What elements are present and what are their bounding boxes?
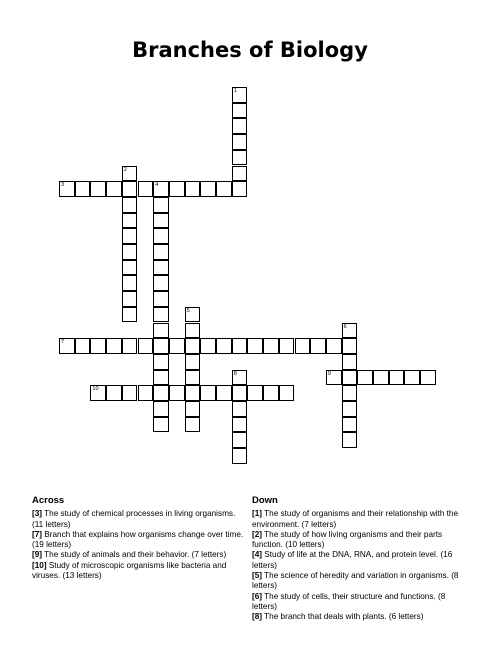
grid-cell[interactable]	[122, 166, 138, 182]
clue-number: 4	[155, 182, 159, 189]
grid-cell[interactable]	[138, 338, 154, 354]
grid-cell[interactable]	[138, 181, 154, 197]
grid-cell[interactable]	[138, 385, 154, 401]
clue-number: 1	[233, 88, 237, 94]
grid-cell[interactable]	[122, 197, 138, 213]
grid-cell[interactable]	[90, 338, 106, 354]
grid-cell[interactable]	[200, 338, 216, 354]
grid-cell[interactable]	[279, 385, 295, 401]
clue-number: 6	[343, 323, 347, 330]
grid-cell[interactable]	[404, 370, 420, 386]
grid-cell[interactable]	[75, 338, 91, 354]
grid-cell[interactable]	[59, 181, 75, 197]
grid-cell[interactable]	[153, 338, 169, 354]
clue-number: 3	[61, 182, 65, 189]
grid-cell[interactable]	[169, 385, 185, 401]
grid-cell[interactable]	[232, 87, 248, 103]
grid-cell[interactable]	[169, 338, 185, 354]
grid-cell[interactable]	[216, 181, 232, 197]
across-clues	[32, 496, 246, 581]
grid-cell[interactable]	[232, 401, 248, 417]
grid-cell[interactable]	[232, 448, 248, 464]
grid-cell[interactable]	[153, 213, 169, 229]
grid-cell[interactable]	[153, 244, 169, 260]
grid-cell[interactable]	[342, 370, 358, 386]
clue-across-9: [9] The study of animals and their behavior. (7 letters)	[32, 550, 227, 560]
grid-cell[interactable]	[232, 385, 248, 401]
grid-cell[interactable]	[122, 244, 138, 260]
across-heading: Across	[32, 495, 65, 506]
grid-cell[interactable]	[232, 417, 248, 433]
grid-cell[interactable]	[200, 181, 216, 197]
grid-cell[interactable]	[59, 338, 75, 354]
clue-number: 8	[233, 370, 237, 377]
grid-cell[interactable]	[153, 385, 169, 401]
grid-cell[interactable]	[153, 401, 169, 417]
clue-down-5: [5] The science of heredity and variation in organisms. (8 letters)	[252, 571, 459, 591]
grid-cell[interactable]	[185, 385, 201, 401]
grid-cell[interactable]	[185, 181, 201, 197]
clue-across-3: [3] The study of chemical processes in living organisms. (11 letters)	[32, 509, 236, 529]
grid-cell[interactable]	[90, 385, 106, 401]
clue-down-1: [1] The study of organisms and their relationship with the environment. (7 letters)	[252, 509, 459, 529]
grid-cell[interactable]	[153, 323, 169, 339]
grid-cell[interactable]	[185, 323, 201, 339]
clue-number: 2	[123, 166, 127, 173]
grid-cell[interactable]	[232, 118, 248, 134]
grid-cell[interactable]	[326, 370, 342, 386]
grid-cell[interactable]	[232, 338, 248, 354]
grid-cell[interactable]	[342, 354, 358, 370]
grid-cell[interactable]	[342, 323, 358, 339]
grid-cell[interactable]	[232, 150, 248, 166]
grid-cell[interactable]	[153, 354, 169, 370]
grid-cell[interactable]	[153, 228, 169, 244]
clue-down-8: [8] The branch that deals with plants. (6 letters)	[252, 612, 424, 622]
grid-cell[interactable]	[122, 338, 138, 354]
grid-cell[interactable]	[357, 370, 373, 386]
clue-down-4: [4] Study of life at the DNA, RNA, and protein level. (16 letters)	[252, 550, 453, 570]
grid-cell[interactable]	[232, 181, 248, 197]
grid-cell[interactable]	[122, 260, 138, 276]
grid-cell[interactable]	[169, 181, 185, 197]
grid-cell[interactable]	[122, 213, 138, 229]
grid-cell[interactable]	[106, 338, 122, 354]
grid-cell[interactable]	[263, 385, 279, 401]
grid-cell[interactable]	[232, 432, 248, 448]
clue-across-10: [10] Study of microscopic organisms like bacteria and viruses. (13 letters)	[32, 560, 227, 581]
clue-number: 10	[92, 386, 99, 393]
grid-cell[interactable]	[122, 275, 138, 291]
grid-cell[interactable]	[122, 291, 138, 307]
grid-cell[interactable]	[153, 417, 169, 433]
grid-cell[interactable]	[342, 385, 358, 401]
grid-cell[interactable]	[216, 385, 232, 401]
grid-cell[interactable]	[310, 338, 326, 354]
grid-cell[interactable]	[232, 166, 248, 182]
grid-cell[interactable]	[185, 354, 201, 370]
grid-cell[interactable]	[279, 338, 295, 354]
grid-cell[interactable]	[122, 181, 138, 197]
down-heading: Down	[252, 495, 278, 506]
grid-cell[interactable]	[295, 338, 311, 354]
grid-cell[interactable]	[373, 370, 389, 386]
grid-cell[interactable]	[90, 181, 106, 197]
clue-number: 7	[61, 339, 65, 346]
grid-cell[interactable]	[153, 197, 169, 213]
grid-cell[interactable]	[153, 275, 169, 291]
grid-cell[interactable]	[200, 385, 216, 401]
puzzle-title: Branches of Biology	[132, 38, 368, 62]
grid-cell[interactable]	[342, 401, 358, 417]
grid-cell[interactable]	[420, 370, 436, 386]
grid-cell[interactable]	[389, 370, 405, 386]
grid-cell[interactable]	[185, 401, 201, 417]
grid-cell[interactable]	[75, 181, 91, 197]
grid-cell[interactable]	[106, 385, 122, 401]
clue-down-2: [2] The study of how living organisms and their parts function. (10 letters)	[252, 529, 443, 550]
grid-cell[interactable]	[185, 307, 201, 323]
grid-cell[interactable]	[153, 291, 169, 307]
grid-cell[interactable]	[247, 338, 263, 354]
grid-cell[interactable]	[232, 134, 248, 150]
grid-cell[interactable]	[247, 385, 263, 401]
clue-number: 9	[327, 370, 331, 377]
grid-cell[interactable]	[122, 307, 138, 323]
grid-cell[interactable]	[263, 338, 279, 354]
grid-cell[interactable]	[153, 307, 169, 323]
grid-cell[interactable]	[232, 103, 248, 119]
clue-number: 5	[186, 307, 190, 314]
grid-cell[interactable]	[342, 338, 358, 354]
grid-cell[interactable]	[122, 228, 138, 244]
grid-cell[interactable]	[185, 417, 201, 433]
grid-cell[interactable]	[153, 370, 169, 386]
clue-across-7: [7] Branch that explains how organisms change over time. (19 letters)	[32, 529, 244, 550]
grid-cell[interactable]	[342, 432, 358, 448]
grid-cell[interactable]	[342, 417, 358, 433]
grid-cell[interactable]	[232, 370, 248, 386]
grid-cell[interactable]	[106, 181, 122, 197]
grid-cell[interactable]	[216, 338, 232, 354]
grid-cell[interactable]	[153, 181, 169, 197]
grid-cell[interactable]	[326, 338, 342, 354]
down-clues	[252, 496, 468, 623]
grid-cell[interactable]	[153, 260, 169, 276]
grid-cell[interactable]	[185, 338, 201, 354]
clue-down-6: [6] The study of cells, their structure and functions. (8 letters)	[252, 591, 446, 611]
grid-cell[interactable]	[185, 370, 201, 386]
grid-cell[interactable]	[122, 385, 138, 401]
